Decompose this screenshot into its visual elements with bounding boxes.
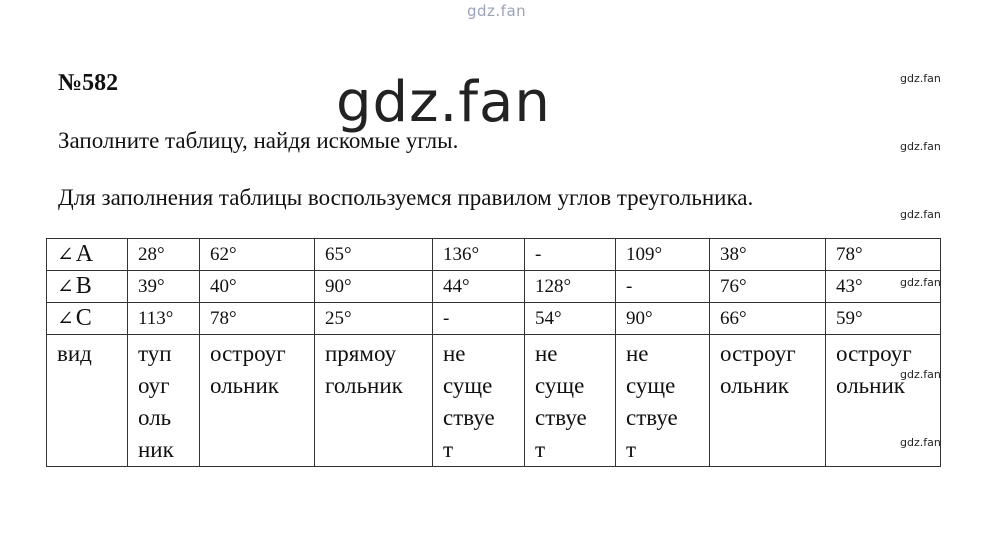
- kind-cell: [826, 335, 941, 467]
- kind-line: ствуе: [535, 405, 587, 430]
- angle-letter: A: [75, 241, 94, 267]
- angle-value-cell: 59°: [826, 303, 941, 335]
- angle-label-cell: [47, 239, 128, 271]
- watermark-top: gdz.fan: [467, 2, 527, 20]
- kind-line: т: [626, 437, 637, 462]
- angle-value-cell: 44°: [433, 271, 525, 303]
- kind-line: не: [443, 341, 466, 366]
- kind-line: не: [535, 341, 558, 366]
- kind-cell: [128, 335, 200, 467]
- table-row: [47, 271, 941, 303]
- angle-value-cell: 78°: [826, 239, 941, 271]
- watermark-side: gdz.fan: [900, 368, 941, 381]
- watermark-side: gdz.fan: [900, 208, 941, 221]
- kind-cell: [525, 335, 616, 467]
- kind-line: ник: [138, 437, 174, 462]
- kind-line: суще: [535, 373, 585, 398]
- angle-value-cell: 128°: [525, 271, 616, 303]
- angle-value-cell: 113°: [128, 303, 200, 335]
- table-row: [47, 335, 941, 467]
- kind-label-cell: вид: [47, 335, 128, 467]
- kind-line: ольник: [836, 373, 905, 398]
- angle-value-cell: 90°: [315, 271, 433, 303]
- angle-value-cell: 66°: [710, 303, 826, 335]
- kind-line: ольник: [720, 373, 789, 398]
- angle-value-cell: -: [616, 271, 710, 303]
- kind-line: т: [443, 437, 454, 462]
- kind-line: туп: [138, 341, 172, 366]
- angle-value-cell: 28°: [128, 239, 200, 271]
- angle-label-cell: [47, 303, 128, 335]
- angle-symbol: ∠: [57, 244, 74, 266]
- kind-line: гольник: [325, 373, 403, 398]
- kind-line: суще: [626, 373, 676, 398]
- kind-line: ольник: [210, 373, 279, 398]
- kind-cell: [315, 335, 433, 467]
- angle-value-cell: 43°: [826, 271, 941, 303]
- kind-line: ствуе: [626, 405, 678, 430]
- angle-value-cell: 38°: [710, 239, 826, 271]
- angle-value-cell: 54°: [525, 303, 616, 335]
- angles-table: [46, 238, 941, 467]
- kind-line: остроуг: [836, 341, 912, 366]
- watermark-side: gdz.fan: [900, 140, 941, 153]
- kind-cell: [616, 335, 710, 467]
- watermark-side: gdz.fan: [900, 276, 941, 289]
- kind-line: ствуе: [443, 405, 495, 430]
- solution-text: Для заполнения таблицы воспользуемся правилом углов треугольника.: [58, 185, 754, 210]
- kind-line: оуг: [138, 373, 170, 398]
- angle-value-cell: 40°: [200, 271, 315, 303]
- angle-value-cell: 65°: [315, 239, 433, 271]
- kind-line: не: [626, 341, 649, 366]
- angle-value-cell: 62°: [200, 239, 315, 271]
- angle-value-cell: 109°: [616, 239, 710, 271]
- angle-letter: C: [75, 305, 92, 331]
- angle-symbol: ∠: [57, 276, 74, 298]
- table-body: [47, 239, 941, 467]
- task-text: Заполните таблицу, найдя искомые углы.: [58, 128, 459, 153]
- kind-cell: [200, 335, 315, 467]
- kind-line: оль: [138, 405, 172, 430]
- table-row: [47, 303, 941, 335]
- angle-value-cell: 39°: [128, 271, 200, 303]
- kind-line: остроуг: [720, 341, 796, 366]
- angle-value-cell: -: [433, 303, 525, 335]
- angle-value-cell: 25°: [315, 303, 433, 335]
- kind-line: прямоу: [325, 341, 397, 366]
- watermark-side: gdz.fan: [900, 436, 941, 449]
- table-row: [47, 239, 941, 271]
- angle-label-cell: [47, 271, 128, 303]
- angle-value-cell: 136°: [433, 239, 525, 271]
- angle-symbol: ∠: [57, 308, 74, 330]
- angle-value-cell: 76°: [710, 271, 826, 303]
- watermark-side: gdz.fan: [900, 72, 941, 85]
- angle-value-cell: 78°: [200, 303, 315, 335]
- watermark-center: gdz.fan: [336, 70, 551, 135]
- kind-cell: [710, 335, 826, 467]
- kind-line: т: [535, 437, 546, 462]
- kind-cell: [433, 335, 525, 467]
- angle-value-cell: -: [525, 239, 616, 271]
- kind-line: остроуг: [210, 341, 286, 366]
- angle-value-cell: 90°: [616, 303, 710, 335]
- kind-line: суще: [443, 373, 493, 398]
- problem-number: №582: [58, 70, 119, 96]
- angle-letter: B: [75, 273, 92, 299]
